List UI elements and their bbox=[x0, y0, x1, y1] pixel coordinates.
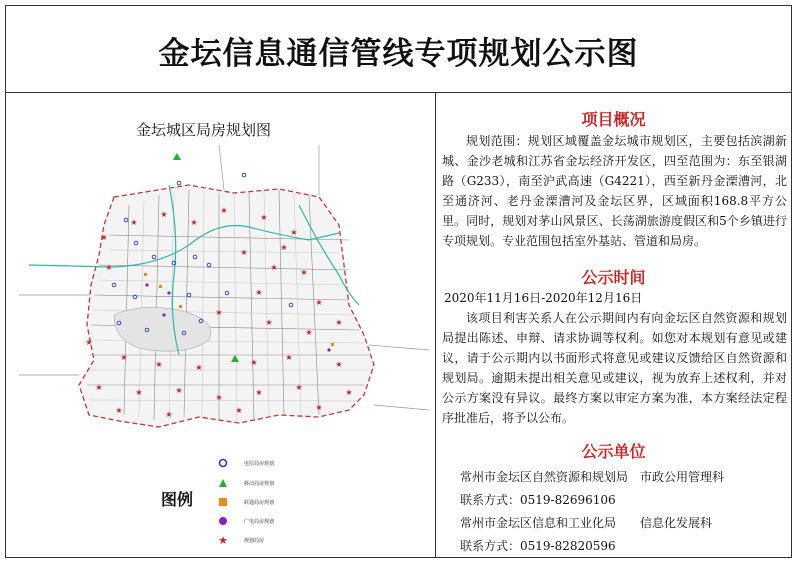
planned-room-marker: ★ bbox=[95, 383, 103, 392]
legend-item-broadcast bbox=[216, 514, 274, 528]
unit-2-name: 常州市金坛区信息和工业化局 信息化发展科 bbox=[460, 516, 713, 530]
unicom-room-marker bbox=[331, 343, 334, 346]
legend-label: 电信局房规划 bbox=[244, 460, 275, 467]
planned-room-marker: ★ bbox=[165, 410, 173, 419]
planned-room-marker: ★ bbox=[85, 338, 93, 347]
orange-square-icon bbox=[216, 495, 230, 509]
planned-room-marker: ★ bbox=[120, 353, 128, 362]
period-dates: 2020年11月16日-2020年12月16日 bbox=[444, 291, 643, 305]
planned-room-marker: ★ bbox=[155, 360, 163, 369]
telecom-room-marker bbox=[242, 173, 246, 177]
planned-room-marker: ★ bbox=[315, 403, 323, 412]
red-star-icon: ★ bbox=[218, 533, 228, 547]
info-panel bbox=[436, 93, 791, 557]
planned-room-marker: ★ bbox=[255, 288, 263, 297]
planned-room-marker: ★ bbox=[305, 328, 313, 337]
legend-item-mobile bbox=[216, 476, 274, 490]
planning-boundary bbox=[79, 185, 374, 427]
planned-room-marker: ★ bbox=[295, 383, 303, 392]
unit-2-contact: 联系方式：0519-82820596 bbox=[460, 539, 616, 553]
unit-1-name: 常州市金坛区自然资源和规划局 市政公用管理科 bbox=[460, 470, 725, 484]
planned-room-marker: ★ bbox=[335, 318, 343, 327]
legend-item-unicom bbox=[216, 495, 274, 509]
planned-room-marker: ★ bbox=[215, 393, 223, 402]
legend-label: 规划局房 bbox=[244, 537, 265, 544]
overview-heading: 项目概况 bbox=[581, 110, 646, 129]
legend-label: 联通局房规划 bbox=[244, 499, 275, 506]
legend-title: 图例 bbox=[161, 490, 194, 509]
planned-room-marker: ★ bbox=[195, 363, 203, 372]
legend-label: 广电局房规划 bbox=[244, 518, 275, 525]
planned-room-marker: ★ bbox=[290, 228, 298, 237]
blue-circle-icon bbox=[216, 456, 230, 470]
legend-label: 移动局房规划 bbox=[244, 480, 275, 487]
planned-room-marker: ★ bbox=[285, 353, 293, 362]
broadcast-room-marker bbox=[327, 348, 330, 351]
broadcast-room-marker bbox=[167, 291, 170, 294]
unicom-room-marker bbox=[144, 273, 147, 276]
planned-room-marker: ★ bbox=[265, 318, 273, 327]
telecom-room-marker bbox=[177, 181, 181, 185]
period-text: 该项目利害关系人在公示期间内有向金坛区自然资源和规划局提出陈述、申辩、请求协调等权利。如您对本规划有意见或建议，请于公示期内以书面形式将意见或建议反馈给区自然资源和规划局。逾期未提出相关意见或建议，视为放弃上述权利，并对公示方案没有异议。最终方案以审定方案为准，本方案经法定程序批准后，将予以公布。 bbox=[442, 311, 787, 425]
page-title: 金坛信息通信管线专项规划公示图 bbox=[158, 36, 639, 72]
period-heading: 公示时间 bbox=[581, 268, 646, 287]
green-triangle-icon bbox=[216, 476, 230, 490]
map-panel bbox=[6, 93, 436, 557]
planned-room-marker: ★ bbox=[280, 243, 288, 252]
unicom-room-marker bbox=[179, 305, 182, 308]
planned-room-marker: ★ bbox=[215, 308, 223, 317]
planned-room-marker: ★ bbox=[315, 298, 323, 307]
planned-room-marker: ★ bbox=[345, 388, 353, 397]
planned-room-marker: ★ bbox=[235, 406, 243, 415]
planned-room-marker: ★ bbox=[240, 248, 248, 257]
planned-room-marker: ★ bbox=[220, 206, 228, 215]
planned-room-marker: ★ bbox=[250, 358, 258, 367]
title-bar bbox=[6, 6, 791, 93]
broadcast-room-marker bbox=[145, 283, 148, 286]
city-map bbox=[19, 145, 429, 453]
map-title: 金坛城区局房规划图 bbox=[136, 121, 272, 139]
overview-text: 规划范围：规划区域覆盖金坛城市规划区，主要包括滨湖新城、金沙老城和江苏省金坛经济开发区，四至范围为：东至银湖路（G233），南至沪武高速（G4221），西至新丹金溧漕河，北至通济河、老丹金溧漕河及金坛区界，区域面积168.8平方公里。同时，规划对茅山风景区、长荡湖旅游度假区和5个乡镇进行专项规划。专业范围包括室外基站、管道和局房。 bbox=[442, 134, 787, 248]
broadcast-room-marker bbox=[162, 313, 165, 316]
planned-room-marker: ★ bbox=[260, 213, 268, 222]
planned-room-marker: ★ bbox=[175, 386, 183, 395]
legend-item-planned bbox=[216, 533, 264, 547]
planned-room-marker: ★ bbox=[105, 263, 113, 272]
units-heading: 公示单位 bbox=[581, 442, 646, 461]
mobile-room-marker bbox=[173, 153, 181, 160]
legend-item-telecom bbox=[216, 456, 274, 470]
planned-room-marker: ★ bbox=[255, 388, 263, 397]
planned-room-marker: ★ bbox=[115, 406, 123, 415]
planned-room-marker: ★ bbox=[160, 210, 168, 219]
purple-circle-icon bbox=[216, 514, 230, 528]
planned-room-marker: ★ bbox=[135, 388, 143, 397]
planned-room-marker: ★ bbox=[335, 360, 343, 369]
planned-room-marker: ★ bbox=[190, 218, 198, 227]
planned-room-marker: ★ bbox=[270, 263, 278, 272]
unit-1-contact: 联系方式：0519-82696106 bbox=[460, 493, 616, 507]
planned-room-marker: ★ bbox=[130, 218, 138, 227]
unicom-room-marker bbox=[159, 285, 162, 288]
planned-room-marker: ★ bbox=[100, 233, 108, 242]
poster-frame bbox=[5, 5, 792, 558]
planned-room-marker: ★ bbox=[300, 268, 308, 277]
